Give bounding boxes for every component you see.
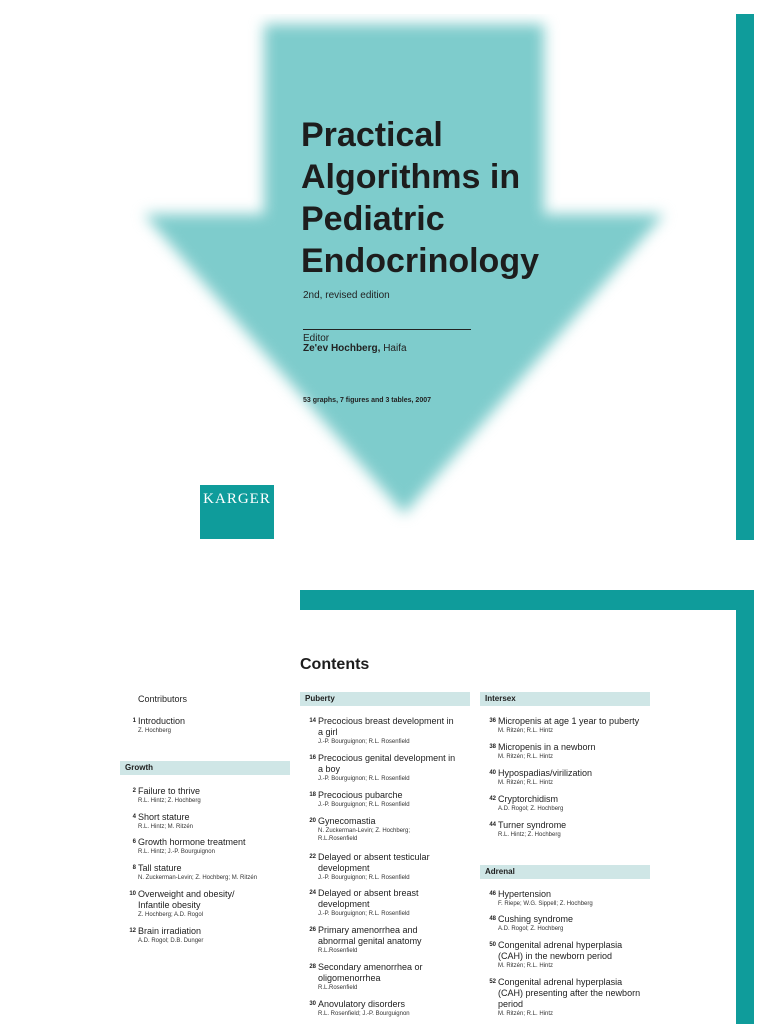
entry-authors: J.-P. Bourguignon; R.L. Rosenfield bbox=[318, 911, 410, 917]
section-header-adrenal: Adrenal bbox=[480, 865, 650, 879]
entry-title: Short stature bbox=[138, 812, 190, 822]
page-number: 30 bbox=[309, 1001, 316, 1007]
entry-title: Congenital adrenal hyperplasia (CAH) in the newborn period bbox=[498, 940, 623, 961]
contents-accent-side bbox=[736, 610, 754, 1024]
entry-authors: R.L. Hintz; M. Ritzén bbox=[138, 824, 194, 830]
page-number: 16 bbox=[309, 755, 316, 761]
entry-authors: Z. Hochberg; A.D. Rogol bbox=[138, 912, 204, 918]
entry-title: Introduction bbox=[138, 716, 186, 726]
entry-authors: J.-P. Bourguignon; R.L. Rosenfield bbox=[318, 875, 410, 881]
entry-title: Micropenis in a newborn bbox=[498, 742, 596, 752]
entry-title: Anovulatory disorders bbox=[318, 999, 406, 1009]
entry-authors: R.L. Hintz; Z. Hochberg bbox=[138, 798, 201, 804]
editor-divider bbox=[303, 329, 471, 330]
entry-title: Failure to thrive bbox=[138, 786, 201, 796]
entry-authors: R.L. Hintz; Z. Hochberg bbox=[498, 832, 561, 838]
contents-accent-top bbox=[300, 590, 754, 610]
entry-authors: J.-P. Bourguignon; R.L. Rosenfield bbox=[318, 776, 410, 782]
section-header-intersex: Intersex bbox=[480, 692, 650, 706]
page-number: 12 bbox=[129, 928, 136, 934]
page-number: 10 bbox=[129, 891, 136, 897]
page-number: 36 bbox=[489, 718, 496, 724]
publisher-name: KARGER bbox=[203, 491, 271, 507]
entry-title: Precocious pubarche bbox=[318, 790, 403, 800]
page-number: 8 bbox=[132, 865, 136, 871]
entry-authors: Z. Hochberg bbox=[138, 728, 172, 734]
entry-title: Turner syndrome bbox=[498, 820, 567, 830]
entry-title: Cryptorchidism bbox=[498, 794, 559, 804]
page-number: 2 bbox=[132, 788, 136, 794]
entry-title: Brain irradiation bbox=[138, 926, 202, 936]
page-number: 4 bbox=[132, 814, 136, 820]
entry-title: Delayed or absent testicular development bbox=[318, 852, 430, 873]
page-number: 50 bbox=[489, 942, 496, 948]
title-line: Algorithms in bbox=[301, 158, 521, 196]
page-number: 26 bbox=[309, 927, 316, 933]
page-number: 38 bbox=[489, 744, 496, 750]
section-header-puberty: Puberty bbox=[300, 692, 470, 706]
editor-name bbox=[303, 343, 407, 354]
contents-heading: Contents bbox=[300, 656, 370, 673]
editor-label: Editor bbox=[303, 333, 330, 344]
editor-city: Haifa bbox=[383, 343, 407, 354]
entry-authors: R.L.Rosenfield bbox=[318, 985, 358, 991]
editor-name-bold: Ze'ev Hochberg, bbox=[303, 343, 381, 354]
page-number: 28 bbox=[309, 964, 316, 970]
entry-title: Primary amenorrhea and abnormal genital anatomy bbox=[318, 925, 422, 946]
entry-authors: A.D. Rogol; D.B. Dunger bbox=[138, 938, 204, 944]
entry-title: Hypospadias/virilization bbox=[498, 768, 593, 778]
entry-authors: M. Ritzén; R.L. Hintz bbox=[498, 754, 554, 760]
entry-authors: N. Zuckerman-Levin; Z. Hochberg; R.L.Rosenfield bbox=[318, 828, 411, 842]
page-number: 6 bbox=[132, 839, 136, 845]
page-number: 52 bbox=[489, 979, 496, 985]
page-number: 42 bbox=[489, 796, 496, 802]
page-number: 48 bbox=[489, 916, 496, 922]
entry-authors: M. Ritzén; R.L. Hintz bbox=[498, 728, 554, 734]
entry-title: Hypertension bbox=[498, 889, 552, 899]
entry-authors: M. Ritzén; R.L. Hintz bbox=[498, 1011, 554, 1017]
entry-authors: M. Ritzén; R.L. Hintz bbox=[498, 963, 554, 969]
book-title bbox=[301, 114, 539, 282]
entry-authors: A.D. Rogol; Z. Hochberg bbox=[498, 806, 564, 812]
entry-title: Delayed or absent breast development bbox=[318, 888, 419, 909]
cover-accent-bar bbox=[736, 14, 754, 540]
title-line: Pediatric bbox=[301, 200, 445, 238]
entry-title: Precocious genital development in a boy bbox=[318, 753, 456, 774]
entry-title: Overweight and obesity/ Infantile obesity bbox=[138, 889, 235, 910]
entry-authors: M. Ritzén; R.L. Hintz bbox=[498, 780, 554, 786]
entry-authors: J.-P. Bourguignon; R.L. Rosenfield bbox=[318, 739, 410, 745]
entry-title: Congenital adrenal hyperplasia (CAH) presenting after the newborn period bbox=[498, 977, 641, 1009]
page-number: 1 bbox=[132, 718, 136, 724]
entry-title: Precocious breast development in a girl bbox=[318, 716, 454, 737]
section-header-growth: Growth bbox=[120, 761, 290, 775]
entry-authors: N. Zuckerman-Levin; Z. Hochberg; M. Ritzén bbox=[138, 875, 258, 881]
entry-authors: R.L. Rosenfield; J.-P. Bourguignon bbox=[318, 1011, 410, 1017]
entry-authors: F. Riepe; W.G. Sippell; Z. Hochberg bbox=[498, 901, 593, 907]
entry-title: Tall stature bbox=[138, 863, 182, 873]
entry-title: Secondary amenorrhea or oligomenorrhea bbox=[318, 962, 423, 983]
page-number: 44 bbox=[489, 822, 496, 828]
page-number: 46 bbox=[489, 891, 496, 897]
entry-title: Gynecomastia bbox=[318, 816, 376, 826]
page-number: 40 bbox=[489, 770, 496, 776]
title-line: Practical bbox=[301, 116, 443, 154]
entry-title: Micropenis at age 1 year to puberty bbox=[498, 716, 640, 726]
page-number: 24 bbox=[309, 890, 316, 896]
page-number: 14 bbox=[309, 718, 316, 724]
book-cover-page bbox=[14, 14, 754, 540]
page-number: 22 bbox=[309, 854, 316, 860]
publisher-logo bbox=[200, 485, 274, 539]
entry-authors: R.L.Rosenfield bbox=[318, 948, 358, 954]
entry-title: Cushing syndrome bbox=[498, 914, 574, 924]
contributors-link[interactable]: Contributors bbox=[138, 694, 188, 704]
entry-authors: J.-P. Bourguignon; R.L. Rosenfield bbox=[318, 802, 410, 808]
entry-authors: R.L. Hintz; J.-P. Bourguignon bbox=[138, 849, 215, 855]
page-number: 18 bbox=[309, 792, 316, 798]
title-line: Endocrinology bbox=[301, 242, 539, 280]
page-number: 20 bbox=[309, 818, 316, 824]
book-meta: 53 graphs, 7 figures and 3 tables, 2007 bbox=[303, 397, 431, 404]
contents-page bbox=[14, 590, 754, 1024]
entry-title: Growth hormone treatment bbox=[138, 837, 246, 847]
edition-text: 2nd, revised edition bbox=[303, 290, 390, 301]
entry-authors: A.D. Rogol; Z. Hochberg bbox=[498, 926, 564, 932]
